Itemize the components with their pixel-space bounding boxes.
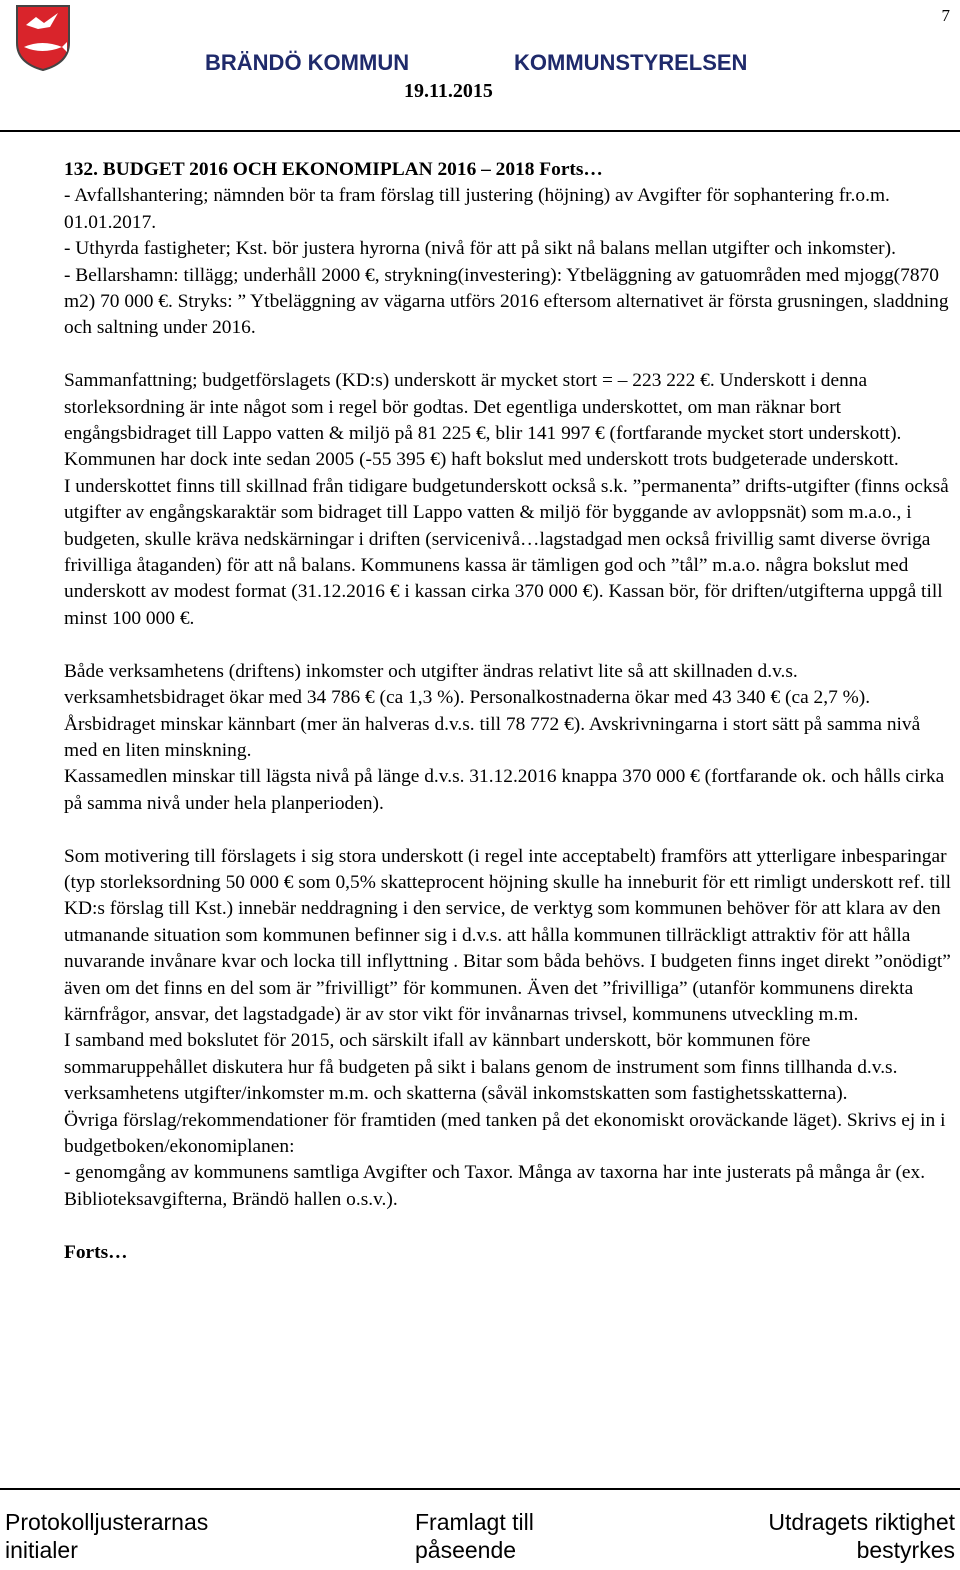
paragraph-underskott: I underskottet finns till skillnad från tidigare budgetunderskott också s.k. ”permanenta” drifts-utgifter (finns också utgifter av engångskaraktär som bidraget till Lappo vatten & miljö för byggande av avloppsnät) som m.a.o., i budgeten, skulle kräva nedskärningar i driften (servicenivå…lagstadgad men också frivillig samt diverse övriga frivilliga åtaganden) för att nå balans. Kommunens kassa är tämligen god och ”tål” m.a.o. några bokslut med underskott av modest format (31.12.2016 € i kassan cirka 370 000 €). Kassan bör, för driften/utgifterna uppgå till minst 100 000 €. (64, 475, 949, 629)
paragraph-ovriga-forslag: Övriga förslag/rekommendationer för framtiden (med tanken på det ekonomiskt oroväckande läget). Skrivs ej in i budgetboken/ekonomiplanen: (64, 1109, 946, 1157)
paragraph-bokslut: Kommunen har dock inte sedan 2005 (-55 395 €) haft bokslut med underskott trots budgeterade underskott. (64, 449, 899, 471)
paragraph-avfall: - Avfallshantering; nämnden bör ta fram förslag till justering (höjning) av Avgifter för sophantering fr.o.m. 01.01.2017. (64, 185, 890, 233)
footer-certified-line2: bestyrkes (856, 1537, 955, 1563)
header-divider (0, 130, 960, 132)
paragraph-motivering: Som motivering till förslagets i sig stora underskott (i regel inte acceptabelt) framförs att ytterligare inbesparingar (typ storleksordning 50 000 € som 0,5% skatteprocent höjning skulle ha inneburit för ett rimligt underskott ref. till KD:s förslag till Kst.) innebär neddragning i den service, de verktyg som kommunen behöver för att klara av den utmanande situation som kommunen befinner sig i d.v.s. att hålla kommunen tillräckligt attraktiv för att hålla nuvarande invånare kvar och locka till inflyttning . Bitar som båda behövs. I budgeten finns inget direkt ”onödigt” även om det finns en del som är ”frivilligt” för kommunen. Även det ”frivilliga” (utanför kommunens direkta kärnfrågor, ansvar, det lagstadgade) är av stor vikt för invånarnas trivsel, kommunens utveckling m.m. (64, 845, 951, 1025)
paragraph-verksamhet: Både verksamhetens (driftens) inkomster och utgifter ändras relativt lite så att skillnaden d.v.s. verksamhetsbidraget ökar med 34 786 € (ca 1,3 %). Personalkostnaderna ökar med 43 340 € (ca 2,7 %). Årsbidraget minskar kännbart (mer än halveras d.v.s. till 78 772 €). Avskrivningarna i stort sätt på samma nivå med en liten minskning. (64, 660, 921, 761)
footer-certified-line1: Utdragets riktighet (768, 1509, 955, 1535)
footer-initials-line2: initialer (5, 1537, 78, 1563)
municipality-name: BRÄNDÖ KOMMUN (205, 50, 410, 75)
spacer (64, 342, 954, 368)
footer-presented-line2: påseende (415, 1537, 517, 1563)
section-heading: 132. BUDGET 2016 OCH EKONOMIPLAN 2016 – 2018 Forts… (64, 159, 603, 180)
continued-label: Forts… (64, 1241, 128, 1263)
footer-certified (768, 1508, 955, 1564)
footer-presented-line1: Framlagt till (415, 1509, 534, 1535)
paragraph-kassamedel: Kassamedlen minskar till lägsta nivå på länge d.v.s. 31.12.2016 knappa 370 000 € (fortfarande ok. och hålls cirka på samma nivå under hela planperioden). (64, 766, 945, 814)
board-name: KOMMUNSTYRELSEN (514, 50, 748, 75)
spacer (64, 817, 954, 843)
paragraph-bellarshamn: - Bellarshamn: tillägg; underhåll 2000 €, strykning(investering): Ytbeläggning av gatuområden med mjogg(7870 m2) 70 000 €. Stryks: ” Ytbeläggning av vägarna utförs 2016 eftersom alternativet är första grusningen, sladdning och saltning under 2016. (64, 264, 949, 339)
footer-divider (0, 1488, 960, 1490)
footer-initials (5, 1508, 208, 1564)
paragraph-bokslut-2015: I samband med bokslutet för 2015, och särskilt ifall av kännbart underskott, bör kommunen före sommaruppehållet diskutera hur få budgeten på sikt i balans genom de instrument som finns tillhanda d.v.s. verksamhetens utgifter/inkomster m.m. och skatterna (såväl inkomstskatten som fastighetsskatterna). (64, 1030, 898, 1105)
footer-presented (415, 1508, 534, 1564)
municipality-crest-icon (14, 3, 72, 73)
footer-initials-line1: Protokolljusterarnas (5, 1509, 209, 1535)
paragraph-avgifter-taxor: - genomgång av kommunens samtliga Avgifter och Taxor. Många av taxorna har inte justerats på många år (ex. Biblioteksavgifterna, Brändö hallen o.s.v.). (64, 1162, 926, 1210)
meeting-date: 19.11.2015 (404, 80, 493, 102)
spacer (64, 632, 954, 658)
paragraph-fastigheter: - Uthyrda fastigheter; Kst. bör justera hyrorna (nivå för att på sikt nå balans mellan utgifter och inkomster). (64, 238, 896, 260)
page-number: 7 (941, 6, 950, 25)
document-body (64, 157, 954, 1266)
paragraph-sammanfattning: Sammanfattning; budgetförslagets (KD:s) underskott är mycket stort = – 223 222 €. Underskott i denna storleksordning är inte något som i regel bör godtas. Det egentliga underskottet, om man räknar bort engångsbidraget till Lappo vatten & miljö på 81 225 €, blir 141 997 € (fortfarande mycket stort underskott). (64, 370, 902, 445)
